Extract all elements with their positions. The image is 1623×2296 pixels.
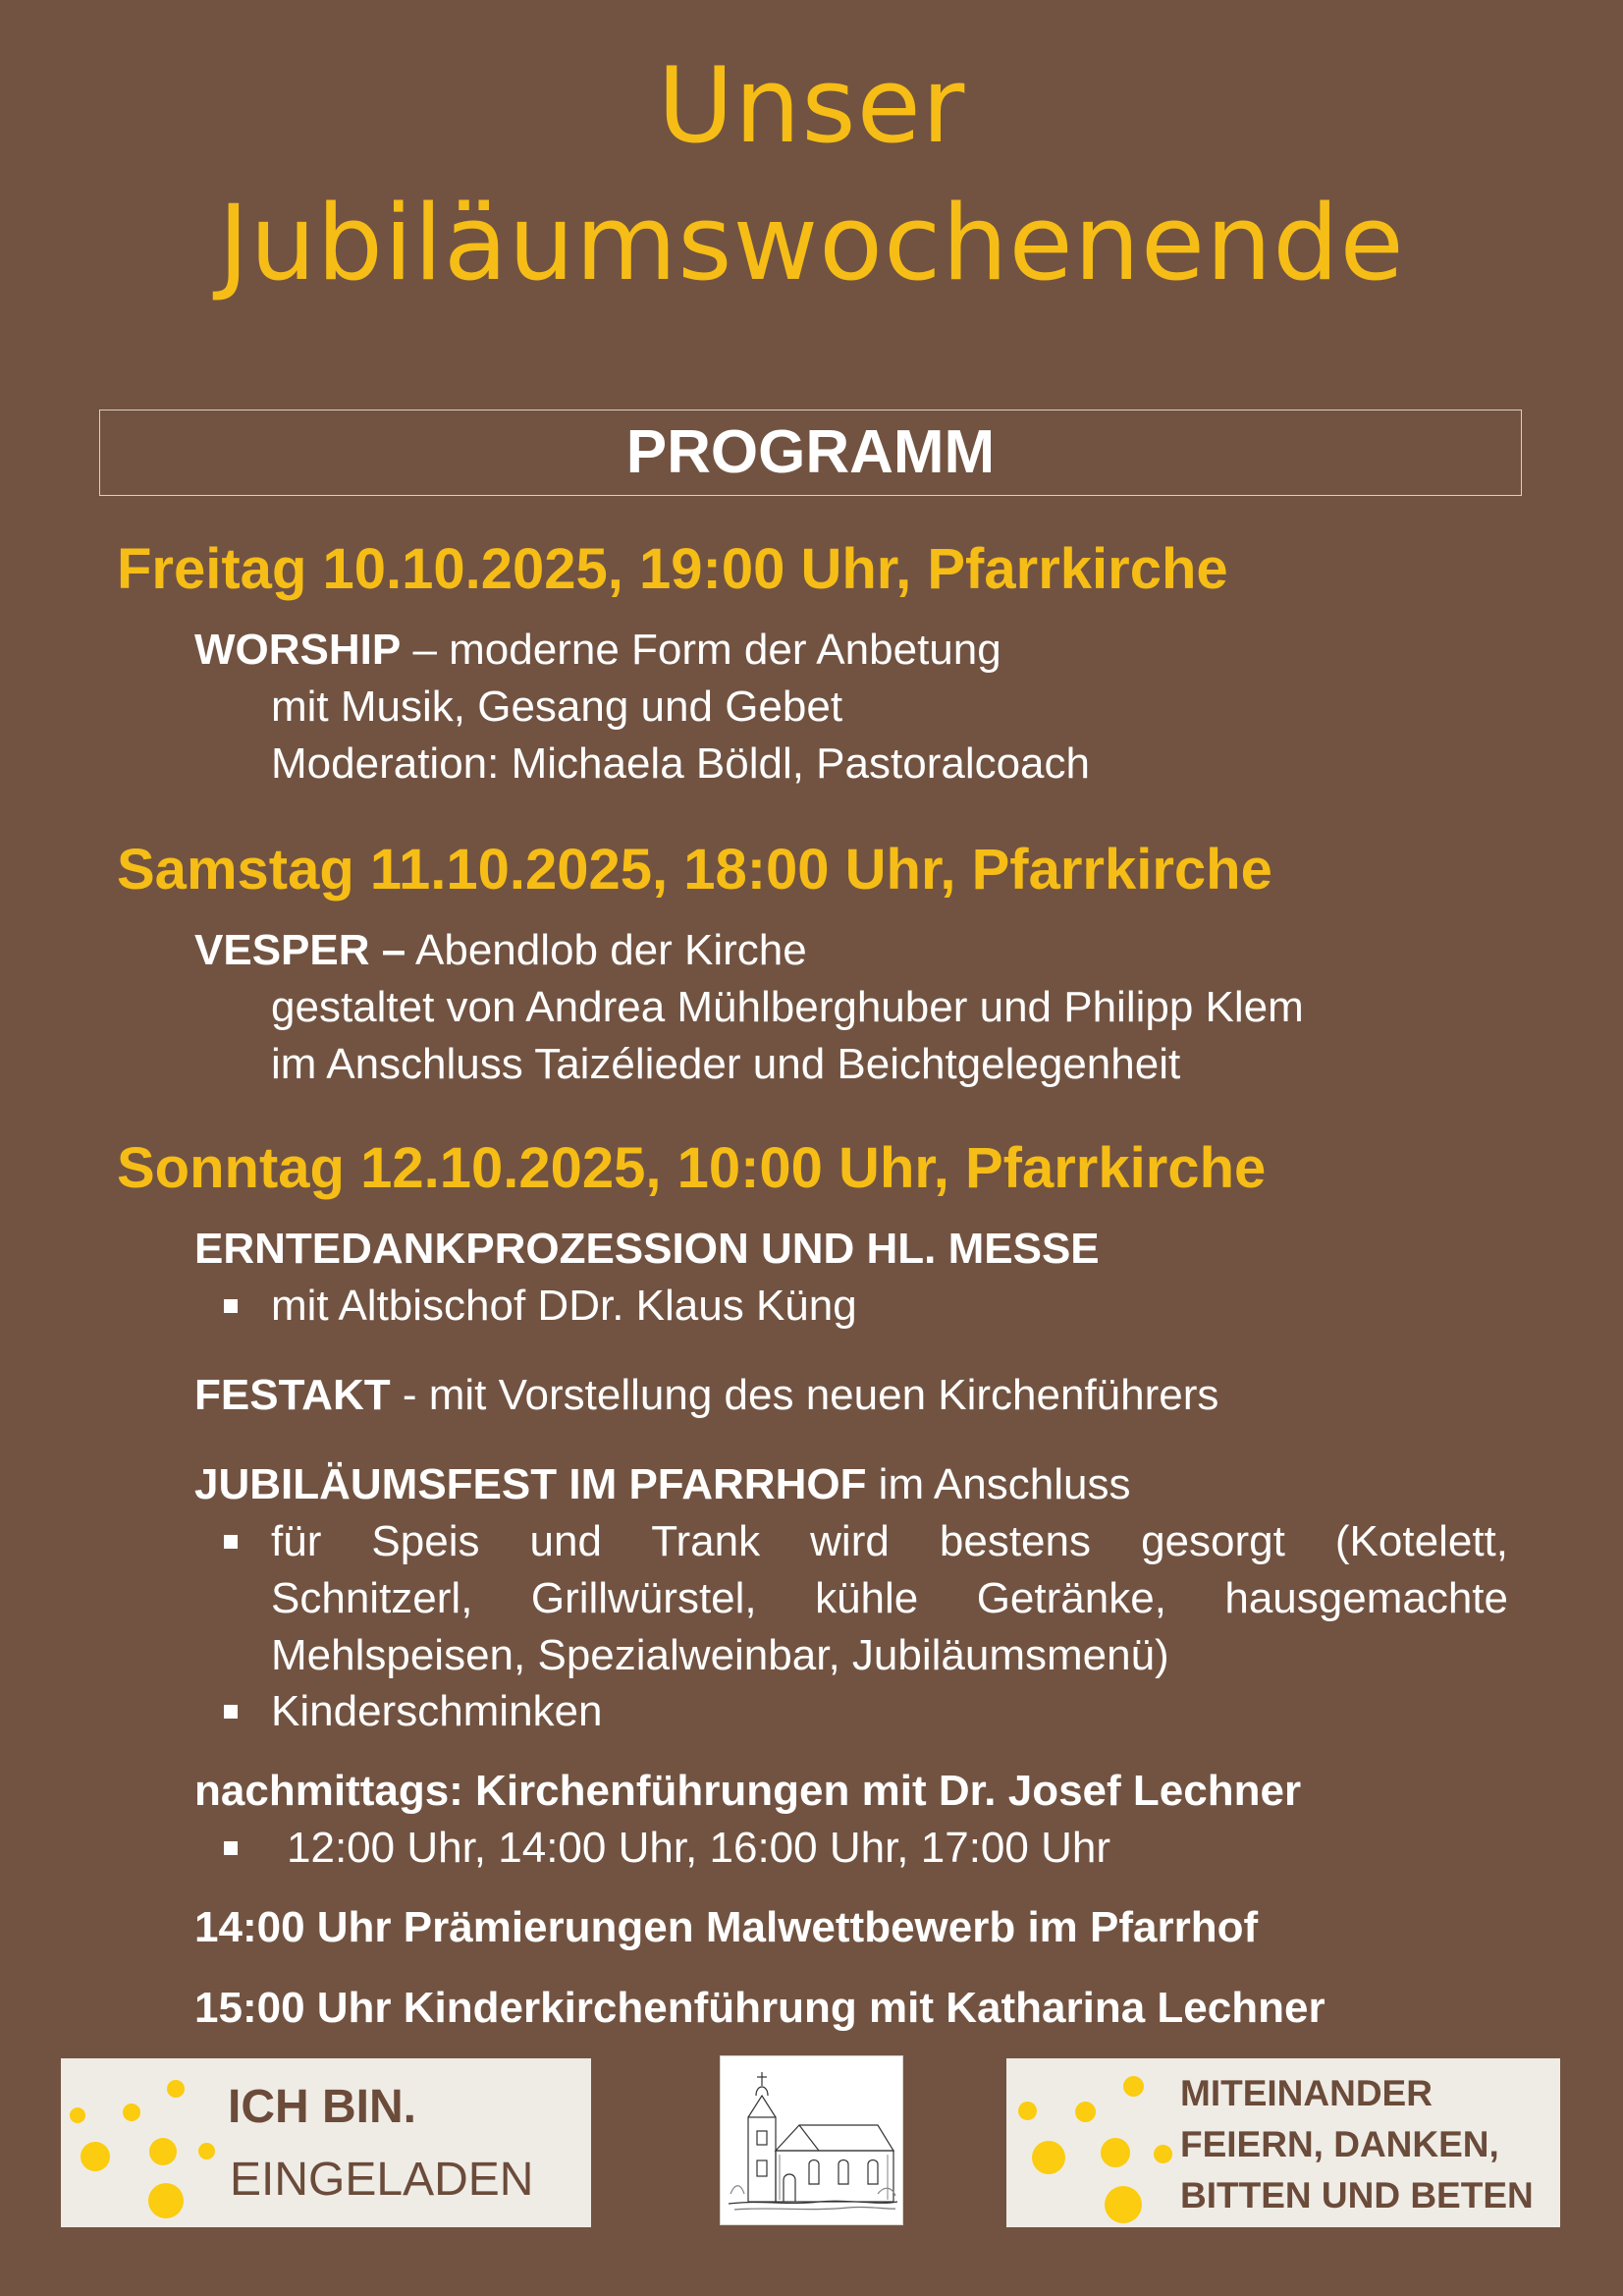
dot-decoration xyxy=(148,2183,184,2218)
church-illustration xyxy=(720,2055,903,2225)
bullet-icon xyxy=(224,1841,238,1855)
fest-kids-makeup: Kinderschminken xyxy=(271,1687,603,1735)
dot-decoration xyxy=(198,2143,215,2159)
friday-detail-2: Moderation: Michaela Böldl, Pastoralcoach xyxy=(271,739,1091,788)
dot-decoration xyxy=(1075,2102,1096,2122)
together-line-3: BITTEN UND BETEN xyxy=(1180,2175,1534,2215)
saturday-detail-1: gestaltet von Andrea Mühlberghuber und Philipp Klem xyxy=(271,983,1304,1031)
saturday-event xyxy=(194,925,807,976)
festakt-title: FESTAKT xyxy=(194,1371,391,1419)
bullet-icon xyxy=(224,1705,238,1719)
sunday-procession-detail: mit Altbischof DDr. Klaus Küng xyxy=(271,1282,857,1330)
sunday-festakt xyxy=(194,1370,1218,1421)
together-line-2: FEIERN, DANKEN, xyxy=(1180,2124,1499,2164)
dot-decoration xyxy=(1101,2138,1130,2167)
friday-event-desc: – moderne Form der Anbetung xyxy=(401,626,1001,674)
fest-desc: im Anschluss xyxy=(866,1460,1131,1508)
saturday-event-title: VESPER – xyxy=(194,926,406,974)
fest-food-description xyxy=(271,1513,1508,1684)
sunday-tours: nachmittags: Kirchenführungen mit Dr. Josef Lechner xyxy=(194,1767,1302,1815)
fest-food-row-1: für Speis und Trank wird bestens gesorgt (Kotelett, xyxy=(271,1517,1508,1565)
title-line-1: Unser xyxy=(657,45,966,166)
church-sketch-icon xyxy=(721,2056,902,2224)
dot-decoration xyxy=(81,2142,110,2171)
footer-panel-together xyxy=(1006,2058,1560,2227)
dot-decoration xyxy=(149,2138,177,2165)
title-line-2: Jubiläumswochenende xyxy=(218,183,1405,303)
fest-food-row-3: Mehlspeisen, Spezialweinbar, Jubiläumsmenü) xyxy=(271,1631,1169,1679)
festakt-desc: - mit Vorstellung des neuen Kirchenführers xyxy=(390,1371,1219,1419)
friday-event-title: WORSHIP xyxy=(194,626,402,674)
sunday-heading: Sonntag 12.10.2025, 10:00 Uhr, Pfarrkirche xyxy=(117,1136,1267,1200)
invited-line-2: EINGELADEN xyxy=(230,2154,534,2206)
sunday-fest xyxy=(194,1459,1130,1510)
dot-decoration xyxy=(1154,2145,1172,2163)
saturday-heading: Samstag 11.10.2025, 18:00 Uhr, Pfarrkirche xyxy=(117,838,1272,902)
dot-decoration xyxy=(70,2107,85,2123)
dot-decoration xyxy=(1018,2102,1037,2120)
dot-decoration xyxy=(123,2104,140,2121)
dot-decoration xyxy=(1105,2186,1142,2223)
saturday-detail-2: im Anschluss Taizélieder und Beichtgelegenheit xyxy=(271,1040,1181,1088)
bullet-icon xyxy=(224,1299,238,1313)
sunday-kids-tour: 15:00 Uhr Kinderkirchenführung mit Katharina Lechner xyxy=(194,1984,1325,2032)
invited-line-1: ICH BIN. xyxy=(228,2081,416,2133)
together-line-1: MITEINANDER xyxy=(1180,2073,1433,2113)
sunday-procession: ERNTEDANKPROZESSION UND HL. MESSE xyxy=(194,1225,1100,1273)
friday-heading: Freitag 10.10.2025, 19:00 Uhr, Pfarrkirche xyxy=(117,537,1228,601)
sunday-award: 14:00 Uhr Prämierungen Malwettbewerb im Pfarrhof xyxy=(194,1903,1259,1951)
program-heading: PROGRAMM xyxy=(99,410,1522,496)
dot-decoration xyxy=(1032,2141,1065,2174)
friday-detail-1: mit Musik, Gesang und Gebet xyxy=(271,683,843,731)
tours-times: 12:00 Uhr, 14:00 Uhr, 16:00 Uhr, 17:00 Uhr xyxy=(287,1824,1110,1872)
dot-decoration xyxy=(167,2080,185,2098)
dot-decoration xyxy=(1123,2076,1144,2097)
fest-title: JUBILÄUMSFEST IM PFARRHOF xyxy=(194,1460,867,1508)
friday-event xyxy=(194,625,1001,676)
bullet-icon xyxy=(224,1535,238,1549)
footer-panel-invited xyxy=(61,2058,591,2227)
fest-food-row-2: Schnitzerl, Grillwürstel, kühle Getränke, hausgemachte xyxy=(271,1574,1508,1622)
saturday-event-desc: Abendlob der Kirche xyxy=(406,926,807,974)
